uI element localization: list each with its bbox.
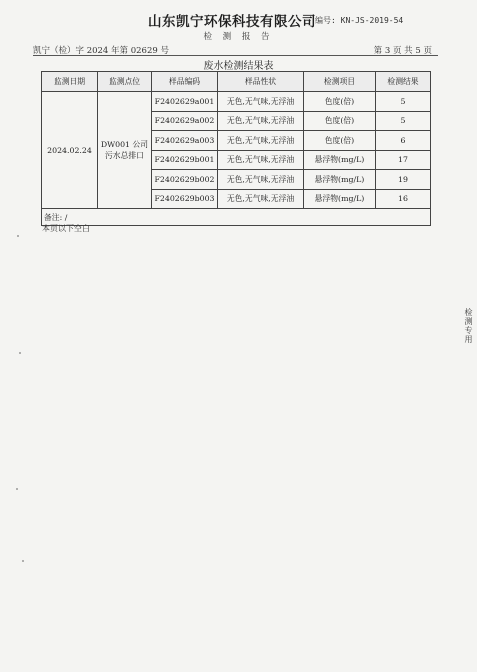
column-header: 样品编码: [152, 72, 218, 92]
results-table: [41, 71, 431, 226]
company-name: 山东凯宁环保科技有限公司: [148, 14, 316, 30]
document-number: 编号: KN-JS-2019-54: [315, 16, 404, 25]
test-item-cell: 悬浮物(mg/L): [304, 189, 376, 209]
test-result-cell: 5: [376, 111, 431, 131]
test-item-cell: 悬浮物(mg/L): [304, 150, 376, 170]
table-row: [42, 92, 431, 112]
sample-code-cell: F2402629b003: [152, 189, 218, 209]
scan-speck: [16, 488, 18, 490]
sample-nature-cell: 无色,无气味,无浮油: [218, 150, 304, 170]
monitoring-site-cell: DW001 公司污水总排口: [98, 92, 152, 209]
test-item-cell: 悬浮物(mg/L): [304, 170, 376, 190]
sample-code-cell: F2402629a002: [152, 111, 218, 131]
blank-below-note: 本页以下空白: [42, 224, 90, 233]
sample-nature-cell: 无色,无气味,无浮油: [218, 189, 304, 209]
sample-code-cell: F2402629b001: [152, 150, 218, 170]
test-result-cell: 16: [376, 189, 431, 209]
sample-code-cell: F2402629a003: [152, 131, 218, 151]
table-title: 废水检测结果表: [203, 61, 274, 72]
sample-nature-cell: 无色,无气味,无浮油: [218, 170, 304, 190]
sample-code-cell: F2402629a001: [152, 92, 218, 112]
test-result-cell: 5: [376, 92, 431, 112]
table-header-row: [42, 72, 431, 92]
test-result-cell: 17: [376, 150, 431, 170]
remark-cell: 备注: /: [42, 209, 431, 226]
test-item-cell: 色度(倍): [304, 131, 376, 151]
header-divider: [33, 55, 438, 56]
column-header: 样品性状: [218, 72, 304, 92]
sample-date-cell: 2024.02.24: [42, 92, 98, 209]
sample-nature-cell: 无色,无气味,无浮油: [218, 111, 304, 131]
column-header: 检测结果: [376, 72, 431, 92]
column-header: 监测点位: [98, 72, 152, 92]
test-result-cell: 19: [376, 170, 431, 190]
test-result-cell: 6: [376, 131, 431, 151]
scan-speck: [22, 560, 24, 562]
remark-row: [42, 209, 431, 226]
test-item-cell: 色度(倍): [304, 92, 376, 112]
scan-speck: [19, 352, 21, 354]
page-number: 第 3 页 共 5 页: [373, 46, 432, 56]
sample-nature-cell: 无色,无气味,无浮油: [218, 92, 304, 112]
report-number: 凯宁（检）字 2024 年第 02629 号: [33, 46, 169, 56]
test-item-cell: 色度(倍): [304, 111, 376, 131]
report-subtitle: 检 测 报 告: [203, 32, 274, 42]
column-header: 检测项目: [304, 72, 376, 92]
seam-stamp-text: 检测专用: [464, 308, 473, 344]
scan-speck: [17, 235, 19, 237]
column-header: 监测日期: [42, 72, 98, 92]
sample-nature-cell: 无色,无气味,无浮油: [218, 131, 304, 151]
sample-code-cell: F2402629b002: [152, 170, 218, 190]
